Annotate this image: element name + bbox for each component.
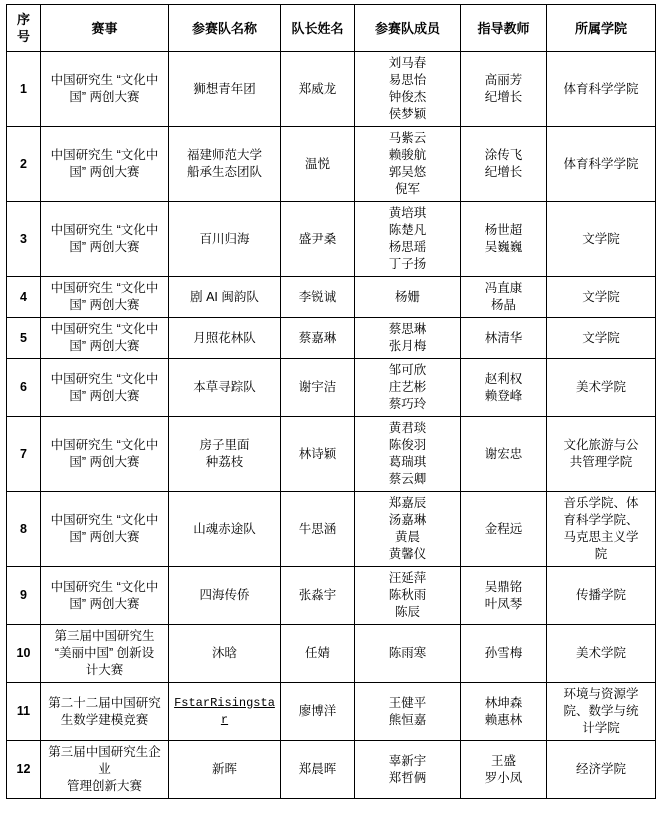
cell-leader-name: 林诗颖	[281, 417, 355, 492]
cell-no: 9	[7, 567, 41, 625]
cell-leader-name: 郑晨晖	[281, 741, 355, 799]
cell-coach: 杨世超 吴巍巍	[461, 202, 547, 277]
cell-team-name: 剧 AI 闽韵队	[169, 277, 281, 318]
cell-members: 邹可欣 庄艺彬 蔡巧玲	[355, 359, 461, 417]
cell-no: 12	[7, 741, 41, 799]
cell-college: 体育科学学院	[547, 52, 656, 127]
cell-no: 1	[7, 52, 41, 127]
cell-leader-name: 张淼宇	[281, 567, 355, 625]
cell-event: 中国研究生 “文化中 国” 两创大赛	[41, 492, 169, 567]
cell-coach: 高丽芳 纪增长	[461, 52, 547, 127]
table-row	[7, 741, 656, 799]
cell-team-name: 福建师范大学 船承生态团队	[169, 127, 281, 202]
cell-coach: 林坤森 赖惠林	[461, 683, 547, 741]
table-row	[7, 492, 656, 567]
table-body	[7, 52, 656, 799]
cell-team-name: FstarRisingstar	[169, 683, 281, 741]
cell-team-name: 本草寻踪队	[169, 359, 281, 417]
table-row	[7, 202, 656, 277]
table-header-row	[7, 5, 656, 52]
column-header-members: 参赛队成员	[355, 5, 461, 52]
cell-coach: 涂传飞 纪增长	[461, 127, 547, 202]
cell-college: 体育科学学院	[547, 127, 656, 202]
cell-leader-name: 温悦	[281, 127, 355, 202]
cell-members: 杨姗	[355, 277, 461, 318]
table-row	[7, 277, 656, 318]
cell-leader-name: 郑威龙	[281, 52, 355, 127]
cell-team-name: 山魂赤途队	[169, 492, 281, 567]
cell-leader-name: 廖博洋	[281, 683, 355, 741]
cell-team-name: 四海传侨	[169, 567, 281, 625]
cell-members: 刘马春 易思怡 钟俊杰 侯梦颖	[355, 52, 461, 127]
column-header-no	[7, 5, 41, 52]
cell-no: 4	[7, 277, 41, 318]
column-header-event: 赛事	[41, 5, 169, 52]
cell-college: 经济学院	[547, 741, 656, 799]
cell-members: 王健平 熊恒嘉	[355, 683, 461, 741]
cell-college: 美术学院	[547, 359, 656, 417]
table-row	[7, 127, 656, 202]
cell-coach: 孙雪梅	[461, 625, 547, 683]
cell-team-name: 房子里面 种荔枝	[169, 417, 281, 492]
cell-coach: 谢宏忠	[461, 417, 547, 492]
cell-event: 中国研究生 “文化中 国” 两创大赛	[41, 52, 169, 127]
cell-college: 环境与资源学 院、数学与统 计学院	[547, 683, 656, 741]
cell-members: 陈雨寒	[355, 625, 461, 683]
cell-coach: 王盛 罗小凤	[461, 741, 547, 799]
cell-team-name: 百川归海	[169, 202, 281, 277]
cell-college: 传播学院	[547, 567, 656, 625]
table-row	[7, 318, 656, 359]
cell-event: 第二十二届中国研究 生数学建模竞赛	[41, 683, 169, 741]
cell-coach: 冯直康 杨晶	[461, 277, 547, 318]
cell-team-name: 月照花林队	[169, 318, 281, 359]
cell-coach: 赵利权 赖登峰	[461, 359, 547, 417]
cell-college: 音乐学院、体 育科学学院、 马克思主义学 院	[547, 492, 656, 567]
cell-no: 11	[7, 683, 41, 741]
table-row	[7, 625, 656, 683]
cell-no: 10	[7, 625, 41, 683]
column-header-leader: 队长姓名	[281, 5, 355, 52]
column-header-no-text: 序 号	[16, 12, 30, 44]
table-row	[7, 683, 656, 741]
cell-coach: 金程远	[461, 492, 547, 567]
cell-college: 美术学院	[547, 625, 656, 683]
cell-college: 文学院	[547, 318, 656, 359]
table-row	[7, 52, 656, 127]
cell-event: 中国研究生 “文化中 国” 两创大赛	[41, 567, 169, 625]
cell-members: 黄培琪 陈楚凡 杨思瑶 丁子扬	[355, 202, 461, 277]
cell-leader-name: 谢宇洁	[281, 359, 355, 417]
cell-team-name: 狮想青年团	[169, 52, 281, 127]
cell-coach: 吴鼎铭 叶凤琴	[461, 567, 547, 625]
cell-no: 7	[7, 417, 41, 492]
cell-event: 第三届中国研究生企业 管理创新大赛	[41, 741, 169, 799]
competition-roster-table	[6, 4, 656, 799]
cell-members: 汪延萍 陈秋雨 陈辰	[355, 567, 461, 625]
cell-college: 文学院	[547, 202, 656, 277]
cell-leader-name: 李锐诚	[281, 277, 355, 318]
cell-event: 中国研究生 “文化中 国” 两创大赛	[41, 127, 169, 202]
cell-college: 文化旅游与公 共管理学院	[547, 417, 656, 492]
cell-event: 第三届中国研究生 “美丽中国” 创新设 计大赛	[41, 625, 169, 683]
cell-no: 5	[7, 318, 41, 359]
cell-no: 3	[7, 202, 41, 277]
cell-members: 黄君琰 陈俊羽 葛瑞琪 蔡云卿	[355, 417, 461, 492]
cell-no: 8	[7, 492, 41, 567]
cell-members: 郑嘉辰 汤嘉琳 黄晨 黄馨仪	[355, 492, 461, 567]
table-row	[7, 567, 656, 625]
cell-team-name: 新晖	[169, 741, 281, 799]
cell-leader-name: 盛尹桑	[281, 202, 355, 277]
cell-event: 中国研究生 “文化中 国” 两创大赛	[41, 318, 169, 359]
cell-leader-name: 蔡嘉琳	[281, 318, 355, 359]
column-header-coach: 指导教师	[461, 5, 547, 52]
cell-no: 2	[7, 127, 41, 202]
cell-team-name: 沐晗	[169, 625, 281, 683]
cell-members: 辜新宇 郑哲俩	[355, 741, 461, 799]
table-row	[7, 359, 656, 417]
cell-leader-name: 任婧	[281, 625, 355, 683]
cell-event: 中国研究生 “文化中 国” 两创大赛	[41, 202, 169, 277]
cell-event: 中国研究生 “文化中 国” 两创大赛	[41, 277, 169, 318]
table-row	[7, 417, 656, 492]
cell-event: 中国研究生 “文化中 国” 两创大赛	[41, 359, 169, 417]
cell-coach: 林清华	[461, 318, 547, 359]
cell-college: 文学院	[547, 277, 656, 318]
column-header-college: 所属学院	[547, 5, 656, 52]
column-header-team: 参赛队名称	[169, 5, 281, 52]
cell-members: 马紫云 赖骏航 郭吴悠 倪军	[355, 127, 461, 202]
cell-leader-name: 牛思涵	[281, 492, 355, 567]
cell-no: 6	[7, 359, 41, 417]
cell-event: 中国研究生 “文化中 国” 两创大赛	[41, 417, 169, 492]
cell-members: 蔡思琳 张月梅	[355, 318, 461, 359]
